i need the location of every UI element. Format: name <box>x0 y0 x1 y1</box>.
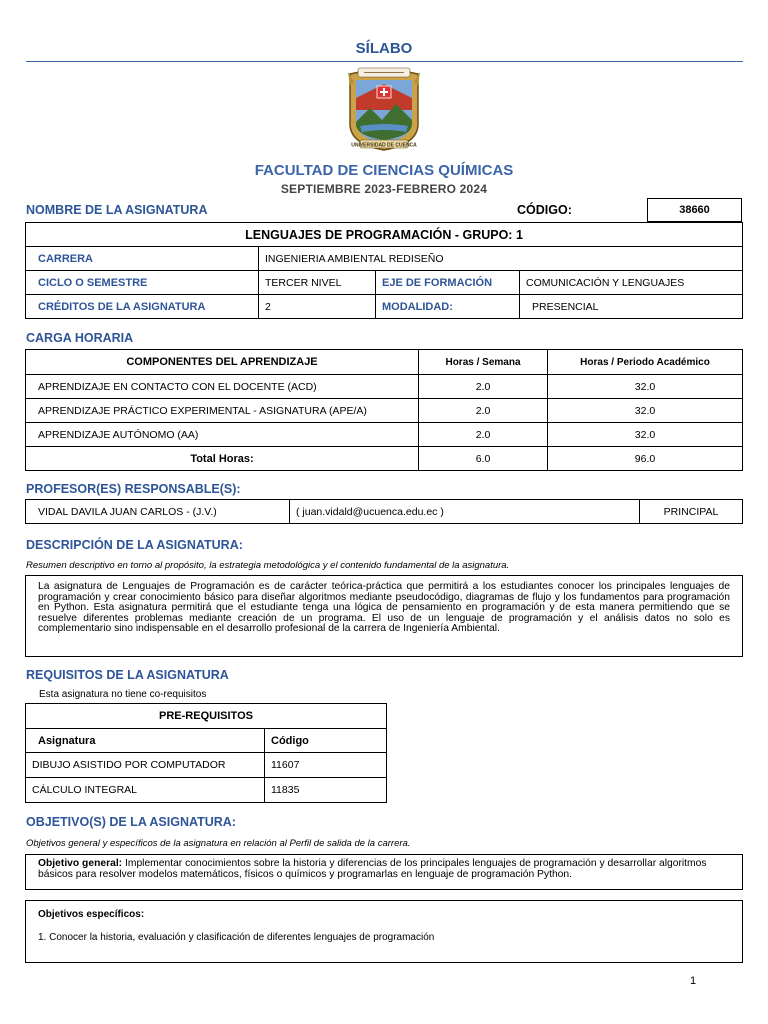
table-row <box>26 423 743 447</box>
carga-row-periodo: 32.0 <box>548 375 743 399</box>
carga-row-semana: 2.0 <box>419 423 548 447</box>
prerequisitos-table <box>25 703 387 803</box>
carga-total-periodo: 96.0 <box>548 447 743 471</box>
carga-col-periodo: Horas / Periodo Académico <box>548 350 743 375</box>
carga-row-name: APRENDIZAJE EN CONTACTO CON EL DOCENTE (ACD) <box>26 375 419 399</box>
descripcion-note: Resumen descriptivo en torno al propósito, la estrategia metodológica y el contenido fundamental de la asignatura. <box>26 560 510 571</box>
carga-row-periodo: 32.0 <box>548 423 743 447</box>
objetivo-general-label: Objetivo general: <box>38 858 123 869</box>
course-code-label: CÓDIGO: <box>517 203 572 217</box>
objetivo-general-text: Implementar conocimientos sobre la historia y diferencias de los principales lenguajes de programación y desarrollar algoritmos básicos para resolver modelos matemáticos, físicos o químicos y programarlas en lenguaje de programación Python. <box>38 858 707 880</box>
eje-label: EJE DE FORMACIÓN <box>376 271 520 295</box>
carga-col-semana: Horas / Semana <box>419 350 548 375</box>
prereq-codigo: 11835 <box>265 778 387 803</box>
crest-motto: UNIVERSIDAD DE CUENCA <box>351 142 417 149</box>
carga-row-name: APRENDIZAJE AUTÓNOMO (AA) <box>26 423 419 447</box>
ciclo-value: TERCER NIVEL <box>259 271 376 295</box>
requisitos-heading: REQUISITOS DE LA ASIGNATURA <box>26 668 229 682</box>
title-divider <box>26 61 743 62</box>
page-number: 1 <box>690 975 697 987</box>
modalidad-value: PRESENCIAL <box>520 295 743 319</box>
eje-value: COMUNICACIÓN Y LENGUAJES <box>520 271 743 295</box>
carga-col-componentes: COMPONENTES DEL APRENDIZAJE <box>26 350 419 375</box>
carga-row-name: APRENDIZAJE PRÁCTICO EXPERIMENTAL - ASIGNATURA (APE/A) <box>26 399 419 423</box>
carga-heading: CARGA HORARIA <box>26 331 134 345</box>
carga-row-periodo: 32.0 <box>548 399 743 423</box>
page-title: SÍLABO <box>355 40 413 57</box>
objetivos-heading: OBJETIVO(S) DE LA ASIGNATURA: <box>26 815 236 829</box>
faculty-name: FACULTAD DE CIENCIAS QUÍMICAS <box>254 162 514 179</box>
carga-table <box>25 349 743 471</box>
profesor-table <box>25 499 743 524</box>
course-name: LENGUAJES DE PROGRAMACIÓN - GRUPO: 1 <box>26 223 743 247</box>
descripcion-text: La asignatura de Lenguajes de Programación es de carácter teórica-práctica que permitirá a los estudiantes conocer los principales lenguajes de programación y crear conocimiento básico para diseñar algoritmos mediante pseudocódigo, diagramas de flujo y los fundamentos para programación en Python. Esta asignatura permitirá que el estudiante tenga una lógica de pensamiento en programación y de esta manera permitiendo que se resuelve diferentes problemas mediante creación de un programa. El uso de un lenguaje de programación y el análisis datos no solo es complementario sino indispensable en el desarrollo profesional de la carrera de Ingeniería Ambiental. <box>38 581 730 635</box>
objetivo-especifico-item: 1. Conocer la historia, evaluación y clasificación de diferentes lenguajes de programación <box>38 932 435 943</box>
objetivos-especificos-label: Objetivos específicos: <box>38 909 145 920</box>
profesor-email: ( juan.vidald@ucuenca.edu.ec ) <box>290 500 640 524</box>
university-crest-logo <box>344 64 424 152</box>
carga-row-semana: 2.0 <box>419 375 548 399</box>
table-row <box>26 778 387 803</box>
table-row <box>26 399 743 423</box>
prereq-col-asignatura: Asignatura <box>26 729 265 753</box>
course-name-label: NOMBRE DE LA ASIGNATURA <box>26 203 208 217</box>
profesor-role: PRINCIPAL <box>640 500 743 524</box>
corequisitos-note: Esta asignatura no tiene co-requisitos <box>39 689 207 700</box>
carrera-label: CARRERA <box>26 247 259 271</box>
carga-row-semana: 2.0 <box>419 399 548 423</box>
table-row <box>26 753 387 778</box>
course-info-table <box>25 222 743 319</box>
prereq-codigo: 11607 <box>265 753 387 778</box>
prereq-asignatura: DIBUJO ASISTIDO POR COMPUTADOR <box>26 753 265 778</box>
carga-total-semana: 6.0 <box>419 447 548 471</box>
profesor-heading: PROFESOR(ES) RESPONSABLE(S): <box>26 482 241 496</box>
descripcion-heading: DESCRIPCIÓN DE LA ASIGNATURA: <box>26 538 243 552</box>
profesor-name: VIDAL DAVILA JUAN CARLOS - (J.V.) <box>26 500 290 524</box>
carrera-value: INGENIERIA AMBIENTAL REDISEÑO <box>259 247 743 271</box>
academic-period: SEPTIEMBRE 2023-FEBRERO 2024 <box>280 182 488 196</box>
carga-total-label: Total Horas: <box>26 447 419 471</box>
prereq-col-codigo: Código <box>265 729 387 753</box>
creditos-value: 2 <box>259 295 376 319</box>
modalidad-label: MODALIDAD: <box>376 295 520 319</box>
objetivos-note: Objetivos general y específicos de la asignatura en relación al Perfil de salida de la carrera. <box>26 838 411 849</box>
creditos-label: CRÉDITOS DE LA ASIGNATURA <box>26 295 259 319</box>
table-row <box>26 375 743 399</box>
course-code-value: 38660 <box>647 198 742 222</box>
prerequisitos-title: PRE-REQUISITOS <box>26 704 387 729</box>
prereq-asignatura: CÁLCULO INTEGRAL <box>26 778 265 803</box>
ciclo-label: CICLO O SEMESTRE <box>26 271 259 295</box>
